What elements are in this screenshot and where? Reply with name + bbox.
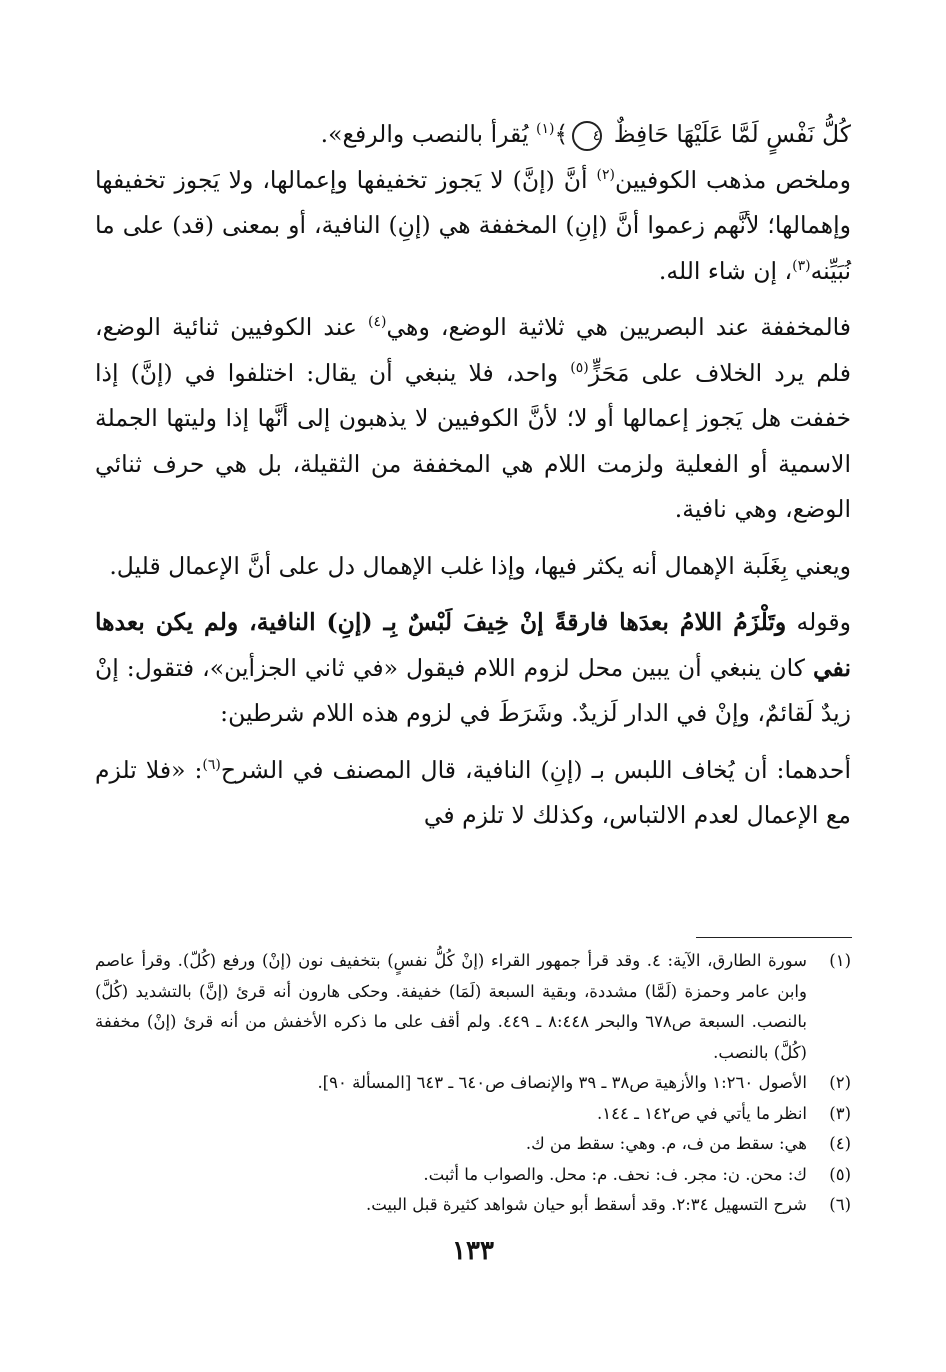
footnote-ref: (٤) (368, 314, 387, 331)
paragraph-3 (95, 305, 851, 533)
footnote-number: (٦) (829, 1195, 851, 1214)
footnote-item (95, 1190, 851, 1221)
paragraph-text: أحدهما: أن يُخاف اللبس بـ (إنِ) النافية، قال المصنف في الشرح (220, 755, 851, 784)
ayah-number-icon: ٤ (572, 121, 602, 151)
footnote-ref: (٣) (792, 257, 811, 274)
footnote-number: (١) (829, 951, 851, 970)
paragraph-6 (95, 748, 851, 839)
footnote-ref: (١) (535, 121, 555, 138)
paragraph-text: ، إن شاء الله. (658, 256, 793, 285)
footnote-text: هي: سقط من ف، م. وهي: سقط من ك. (525, 1134, 807, 1153)
footnote-ref: (٦) (202, 756, 221, 773)
paragraph-1: كُلُّ نَفْسٍ لَمَّا عَلَيْهَا حَافِظٌ ٤﴾$^{(١)}$ يُقرأ بالنصب والرفع». (95, 112, 851, 158)
footnote-item (95, 1099, 851, 1130)
page-number: ١٣٣ (452, 1236, 494, 1266)
paragraph-2 (95, 158, 851, 295)
paragraph-text: يُقرأ بالنصب والرفع». (320, 120, 529, 148)
paragraph-text: ويعني بِغَلَبة الإهمال أنه يكثر فيها، وإذا غلب الإهمال دل على أنَّ الإعمال قليل. (109, 551, 851, 580)
paragraph-text: عند الكوفيين ثنائية الوضع، فلم يرد الخلاف على مَحَزٍّ (95, 313, 851, 387)
footnote-text: سورة الطارق، الآية: ٤. وقد قرأ جمهور القراء (إنْ كُلُّ نفسٍ) بتخفيف نون (إنْ) ورفع (كُلّ). وقرأ عاصم وابن عامر وحمزة (لَمَّا) مشددة، وبقية السبعة (لَمَا) خفيفة. وحكى هارون أنه قرئ (إنَّ) بالتشديد (كُلَّ) بالنصب. السبعة ص٦٧٨ والبحر ٨:٤٤٨ ـ ٤٤٩. ولم أقف على ما ذكره الأخفش من أنه قرئ (إنْ) مخففة (كُلَّ) بالنصب. (95, 951, 808, 1062)
paragraph-text: وملخص مذهب الكوفيين (614, 165, 851, 194)
footnote-item (95, 946, 851, 1068)
footnotes (95, 946, 851, 1221)
footnote-text: الأصول ١:٢٦٠ والأزهية ص٣٨ ـ ٣٩ والإنصاف ص٦٤٠ ـ ٦٤٣ [المسألة ٩٠]. (317, 1073, 807, 1092)
paragraph-text: وقوله (796, 608, 851, 636)
footnote-number: (٣) (829, 1103, 851, 1123)
paragraph-5 (95, 600, 851, 737)
quran-verse: كُلُّ نَفْسٍ لَمَّا عَلَيْهَا حَافِظٌ (613, 120, 851, 148)
quoted-matn-text: وتَلْزَمُ اللامُ بعدَها فارقةً إنْ خِيفَ لَبْسٌ بِـ (إنِ) النافية، ولم يكن بعدها نفي (95, 608, 851, 682)
footnote-number: (٢) (829, 1073, 851, 1092)
footnote-text: شرح التسهيل ٢:٣٤. وقد أسقط أبو حيان شواهد كثيرة قبل البيت. (365, 1195, 807, 1214)
footnote-item (95, 1129, 851, 1160)
paragraph-text: فالمخففة عند البصريين هي ثلاثية الوضع، وهي (386, 313, 852, 341)
footnote-separator (696, 937, 852, 938)
footnote-text: ك: محن. ن: مجر. ف: نحف. م: محل. والصواب ما أثبت. (423, 1164, 807, 1184)
footnote-item (95, 1160, 851, 1191)
paragraph-4 (95, 544, 851, 590)
paragraph-text: : «فلا تلزم مع الإعمال لعدم الالتباس، وكذلك لا تلزم في (95, 755, 851, 829)
footnote-item (95, 1068, 851, 1099)
footnote-ref: (٥) (570, 359, 589, 376)
footnote-number: (٥) (829, 1164, 851, 1184)
footnote-text: انظر ما يأتي في ص١٤٢ ـ ١٤٤. (597, 1103, 807, 1123)
paragraph-text: كان ينبغي أن يبين محل لزوم اللام فيقول «في ثاني الجزأين»، فتقول: إنْ زيدٌ لَقائمٌ، وإنْ في الدار لَزيدٌ. وشَرَطَ في لزوم هذه اللام شرطين: (95, 653, 851, 727)
paragraph-text: أنَّ (إنَّ) لا يَجوز تخفيفها وإعمالها، ولا يَجوز تخفيفها وإهمالها؛ لأنَّهم زعموا أنَّ (إنِ) المخففة هي (إنِ) النافية، أو بمعنى (قد) على ما نُبَيِّنه (95, 165, 851, 285)
footnote-ref: (٢) (596, 166, 615, 183)
footnote-number: (٤) (829, 1134, 851, 1153)
paragraph-text: واحد، فلا ينبغي أن يقال: اختلفوا في (إنَّ) إذا خففت هل يَجوز إعمالها أو لا؛ لأنَّ الكوفيين لا يذهبون إلى أنَّها إذا وليتها الجملة الاسمية أو الفعلية ولزمت اللام هي المخففة من الثقيلة، بل هي حرف ثنائي الوضع، وهي نافية. (95, 358, 851, 523)
main-text (95, 112, 851, 839)
